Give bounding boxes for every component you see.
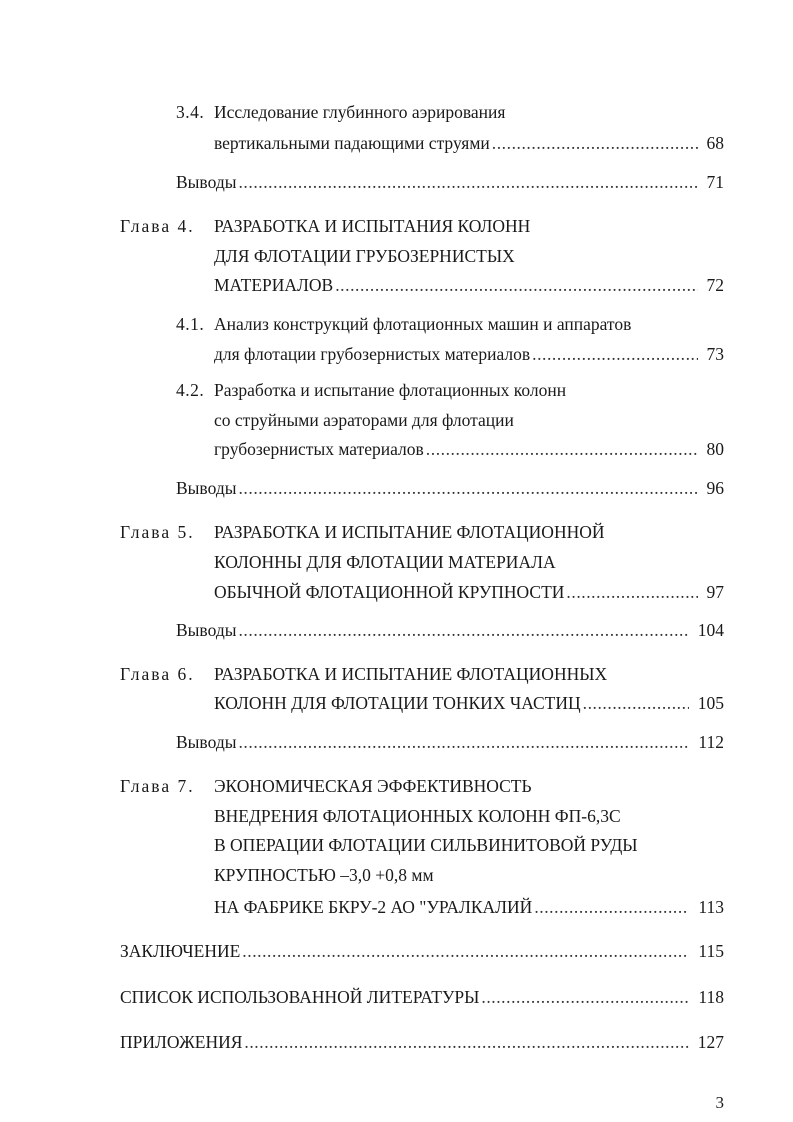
page-ref: 104: [697, 620, 724, 640]
entry-leader: [176, 477, 700, 499]
entry-leader: [120, 940, 691, 962]
entry-title: СПИСОК ИСПОЛЬЗОВАННОЙ ЛИТЕРАТУРЫ: [120, 987, 480, 1007]
toc-entry-4-1: [0, 313, 793, 335]
chapter-title-line: РАЗРАБОТКА И ИСПЫТАНИЕ ФЛОТАЦИОННЫХ: [214, 664, 608, 684]
toc-chapter-5: [0, 521, 793, 543]
toc-entry-4-2-cont: [0, 438, 793, 460]
entry-title: Выводы: [176, 172, 237, 192]
chapter-title-line: КОЛОНН ДЛЯ ФЛОТАЦИИ ТОНКИХ ЧАСТИЦ: [214, 693, 581, 713]
entry-leader: [214, 581, 700, 603]
toc-chapter-6-cont: [0, 692, 793, 714]
entry-leader: [214, 343, 700, 365]
toc-chapter-6: [0, 663, 793, 685]
toc-entry-appendices: [0, 1031, 793, 1053]
entry-leader: [120, 986, 691, 1008]
chapter-number: Глава 7.: [120, 776, 195, 796]
chapter-number: Глава 4.: [120, 216, 195, 236]
entry-leader: [120, 1031, 691, 1053]
entry-title: Выводы: [176, 478, 237, 498]
toc-entry-4-2: [0, 379, 793, 401]
entry-title-line: Анализ конструкций флотационных машин и аппаратов: [214, 314, 632, 334]
chapter-title-line: КОЛОННЫ ДЛЯ ФЛОТАЦИИ МАТЕРИАЛА: [214, 552, 556, 572]
entry-leader: [214, 896, 691, 918]
page-ref: 68: [706, 133, 724, 153]
chapter-number: Глава 5.: [120, 522, 195, 542]
page-ref: 118: [698, 987, 724, 1007]
page-ref: 112: [698, 732, 724, 752]
entry-leader: [176, 731, 691, 753]
entry-title-line: Исследование глубинного аэрирования: [214, 102, 506, 122]
toc-entry-conclusions: [0, 477, 793, 499]
entry-title-line: для флотации грубозернистых материалов: [214, 344, 531, 364]
toc-chapter-7-cont: [0, 864, 793, 886]
toc-chapter-7-cont: [0, 805, 793, 827]
entry-title: ЗАКЛЮЧЕНИЕ: [120, 941, 241, 961]
toc-chapter-5-cont: [0, 581, 793, 603]
toc-entry-conclusions: [0, 171, 793, 193]
entry-leader: [214, 692, 691, 714]
page-ref: 73: [706, 344, 724, 364]
section-number: 4.1.: [176, 314, 205, 334]
chapter-title-line: РАЗРАБОТКА И ИСПЫТАНИЯ КОЛОНН: [214, 216, 531, 236]
entry-leader: [176, 171, 700, 193]
page-ref: 113: [698, 897, 724, 917]
page-ref: 80: [706, 439, 724, 459]
chapter-title-line: КРУПНОСТЬЮ –3,0 +0,8 мм: [214, 865, 434, 885]
chapter-title-line: В ОПЕРАЦИИ ФЛОТАЦИИ СИЛЬВИНИТОВОЙ РУДЫ: [214, 835, 638, 855]
entry-title-line: грубозернистых материалов: [214, 439, 424, 459]
chapter-title-line: ОБЫЧНОЙ ФЛОТАЦИОННОЙ КРУПНОСТИ: [214, 582, 565, 602]
entry-title-line: со струйными аэраторами для флотации: [214, 410, 514, 430]
entry-title-line: вертикальными падающими струями: [214, 133, 490, 153]
toc-entry-4-2-cont: [0, 409, 793, 431]
section-number: 4.2.: [176, 380, 205, 400]
toc-chapter-5-cont: [0, 551, 793, 573]
chapter-title-line: РАЗРАБОТКА И ИСПЫТАНИЕ ФЛОТАЦИОННОЙ: [214, 522, 605, 542]
toc-chapter-7-cont: [0, 896, 793, 918]
toc-chapter-4-cont: [0, 274, 793, 296]
chapter-title-line: ВНЕДРЕНИЯ ФЛОТАЦИОННЫХ КОЛОНН ФП-6,3С: [214, 806, 621, 826]
entry-leader: [214, 132, 700, 154]
toc-entry-conclusion: [0, 940, 793, 962]
toc-chapter-4: [0, 215, 793, 237]
entry-title: ПРИЛОЖЕНИЯ: [120, 1032, 243, 1052]
toc-entry-3-4: [0, 101, 793, 123]
chapter-title-line: МАТЕРИАЛОВ: [214, 275, 334, 295]
page-ref: 127: [697, 1032, 724, 1052]
page-number: 3: [715, 1093, 724, 1112]
page-ref: 105: [697, 693, 724, 713]
toc-entry-conclusions: [0, 619, 793, 641]
page-ref: 71: [706, 172, 724, 192]
page-ref: 72: [706, 275, 724, 295]
page-ref: 97: [706, 582, 724, 602]
entry-leader: [176, 619, 691, 641]
toc-chapter-7: [0, 775, 793, 797]
chapter-title-line: ЭКОНОМИЧЕСКАЯ ЭФФЕКТИВНОСТЬ: [214, 776, 532, 796]
entry-leader: [214, 438, 700, 460]
toc-chapter-7-cont: [0, 834, 793, 856]
chapter-number: Глава 6.: [120, 664, 195, 684]
section-number: 3.4.: [176, 102, 205, 122]
entry-leader: [214, 274, 700, 296]
chapter-title-line: ДЛЯ ФЛОТАЦИИ ГРУБОЗЕРНИСТЫХ: [214, 246, 515, 266]
toc-entry-3-4-cont: [0, 132, 793, 154]
toc-entry-conclusions: [0, 731, 793, 753]
entry-title: Выводы: [176, 732, 237, 752]
page-ref: 115: [698, 941, 724, 961]
page-ref: 96: [706, 478, 724, 498]
entry-title: Выводы: [176, 620, 237, 640]
toc-entry-4-1-cont: [0, 343, 793, 365]
entry-title-line: Разработка и испытание флотационных колонн: [214, 380, 567, 400]
toc-entry-references: [0, 986, 793, 1008]
toc-chapter-4-cont: [0, 245, 793, 267]
chapter-title-line: НА ФАБРИКЕ БКРУ-2 АО "УРАЛКАЛИЙ: [214, 897, 533, 917]
